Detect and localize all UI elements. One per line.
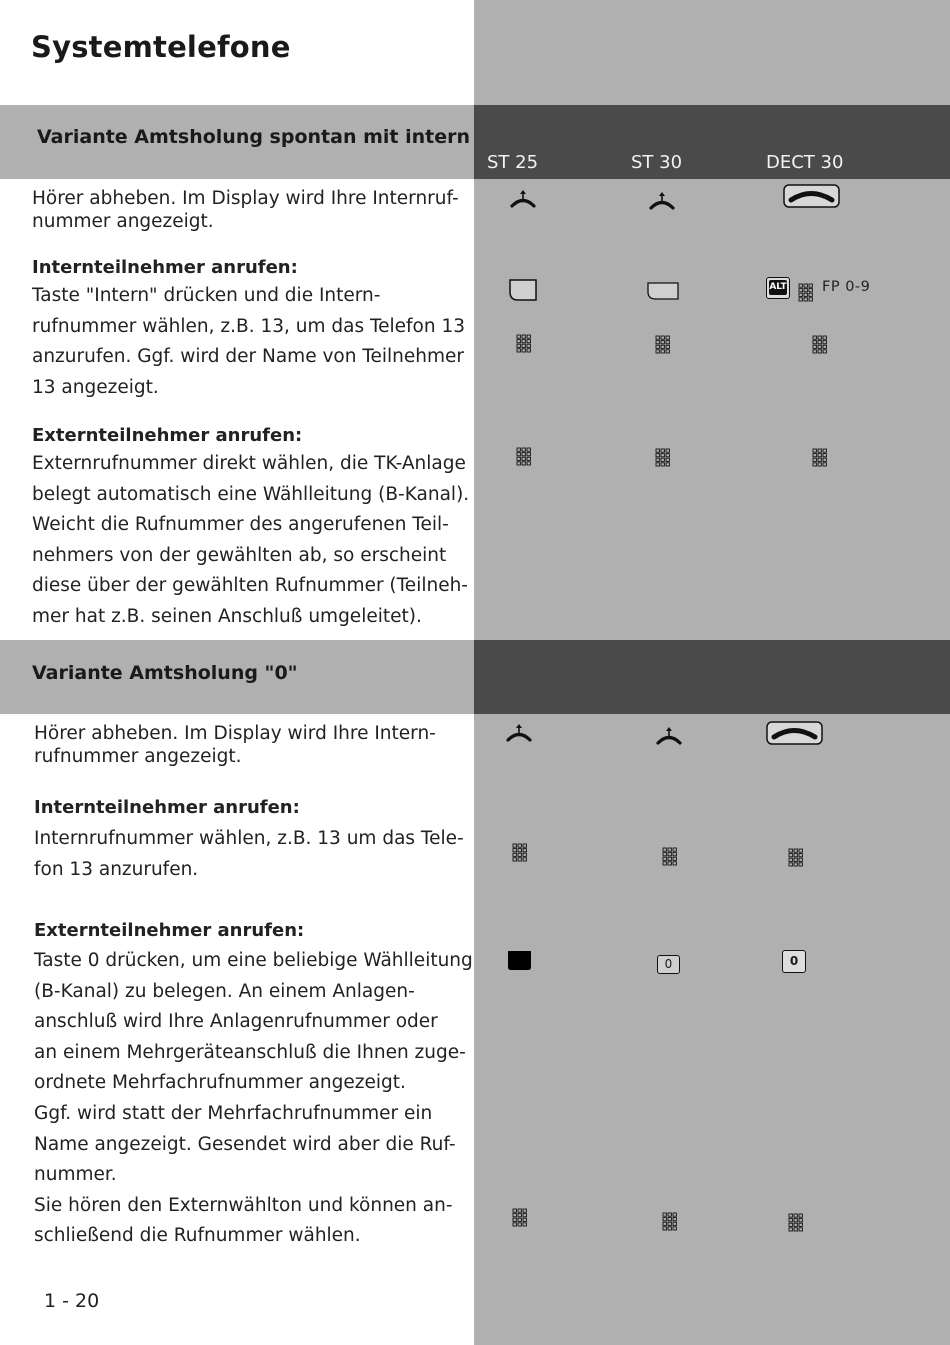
alt-key-label: ALT xyxy=(769,280,787,295)
section-title: Variante Amtsholung spontan mit intern xyxy=(37,126,471,148)
keypad-icon xyxy=(788,1213,804,1237)
dect-handset-icon xyxy=(783,184,840,209)
step-text xyxy=(32,449,469,633)
text-line: mer hat z.B. seinen Anschluß umgeleitet). xyxy=(32,605,422,627)
text-line: anschluß wird Ihre Anlagenrufnummer oder xyxy=(34,1011,438,1033)
text-line: Hörer abheben. Im Display wird Ihre Intern- xyxy=(34,723,436,744)
handset-lift-icon xyxy=(506,723,532,745)
alt-key-icon xyxy=(766,277,790,299)
step-text xyxy=(32,188,459,233)
column-header-dect30: DECT 30 xyxy=(766,152,844,173)
column-header-st25: ST 25 xyxy=(487,152,539,173)
text-line: nummer. xyxy=(34,1164,117,1186)
keypad-icon xyxy=(516,447,532,471)
text-line: Taste "Intern" drücken und die Intern- xyxy=(32,285,381,306)
zero-key-icon xyxy=(507,950,532,971)
step-heading: Externteilnehmer anrufen: xyxy=(34,920,305,941)
handset-lift-icon xyxy=(510,189,536,211)
text-line: Externrufnummer direkt wählen, die TK-Anlage xyxy=(32,453,466,474)
text-line: fon 13 anzurufen. xyxy=(34,858,199,880)
keypad-icon xyxy=(812,448,828,472)
page-title: Systemtelefone xyxy=(31,30,291,64)
keypad-icon xyxy=(788,848,804,872)
text-line: an einem Mehrgeräteanschluß die Ihnen zuge- xyxy=(34,1041,466,1063)
keypad-icon xyxy=(655,448,671,472)
section-band-dark xyxy=(474,640,950,714)
step-text xyxy=(34,824,464,885)
keypad-icon xyxy=(512,1208,528,1232)
text-line: Internrufnummer wählen, z.B. 13 um das Tele- xyxy=(34,828,464,849)
text-line: Hörer abheben. Im Display wird Ihre Internruf- xyxy=(32,188,459,209)
text-line: diese über der gewählten Rufnummer (Teilneh- xyxy=(32,575,468,597)
zero-key-icon: 0 xyxy=(657,955,680,974)
text-line: rufnummer wählen, z.B. 13, um das Telefon 13 xyxy=(32,315,466,337)
fp-label: FP 0-9 xyxy=(822,279,871,295)
page-number: 1 - 20 xyxy=(44,1290,100,1312)
section-title: Variante Amtsholung "0" xyxy=(32,662,298,684)
text-line: (B-Kanal) zu belegen. An einem Anlagen- xyxy=(34,980,415,1002)
handset-lift-icon xyxy=(656,726,682,748)
step-text xyxy=(32,281,465,403)
text-line: rufnummer angezeigt. xyxy=(34,745,242,767)
keypad-icon xyxy=(812,335,828,359)
intern-key-icon xyxy=(647,282,679,300)
text-line: ordnete Mehrfachrufnummer angezeigt. xyxy=(34,1072,406,1094)
step-text xyxy=(34,946,473,1252)
handset-lift-icon xyxy=(649,191,675,213)
text-line: Weicht die Rufnummer des angerufenen Teil- xyxy=(32,514,449,536)
zero-key-icon: 0 xyxy=(782,950,806,973)
text-line: anzurufen. Ggf. wird der Name von Teilnehmer xyxy=(32,346,464,368)
column-header-st30: ST 30 xyxy=(631,152,683,173)
text-line: Ggf. wird statt der Mehrfachrufnummer ein xyxy=(34,1102,433,1124)
intern-key-icon xyxy=(509,279,537,301)
step-heading: Internteilnehmer anrufen: xyxy=(34,797,300,818)
text-line: Sie hören den Externwählton und können an- xyxy=(34,1194,453,1216)
step-text xyxy=(34,723,436,768)
keypad-icon xyxy=(662,1212,678,1236)
section-band-dark xyxy=(474,105,950,179)
dect-handset-icon xyxy=(766,721,823,746)
keypad-icon xyxy=(798,283,814,307)
keypad-icon xyxy=(512,843,528,867)
text-line: nehmers von der gewählten ab, so erscheint xyxy=(32,544,447,566)
keypad-icon xyxy=(516,334,532,358)
step-heading: Internteilnehmer anrufen: xyxy=(32,257,298,278)
text-line: 13 angezeigt. xyxy=(32,376,159,398)
text-line: Name angezeigt. Gesendet wird aber die Ruf- xyxy=(34,1133,456,1155)
text-line: Taste 0 drücken, um eine beliebige Wählleitung xyxy=(34,950,473,971)
keypad-icon xyxy=(662,847,678,871)
text-line: schließend die Rufnummer wählen. xyxy=(34,1225,361,1247)
text-line: nummer angezeigt. xyxy=(32,210,214,232)
text-line: belegt automatisch eine Wählleitung (B-Kanal). xyxy=(32,483,470,505)
keypad-icon xyxy=(655,335,671,359)
step-heading: Externteilnehmer anrufen: xyxy=(32,425,303,446)
